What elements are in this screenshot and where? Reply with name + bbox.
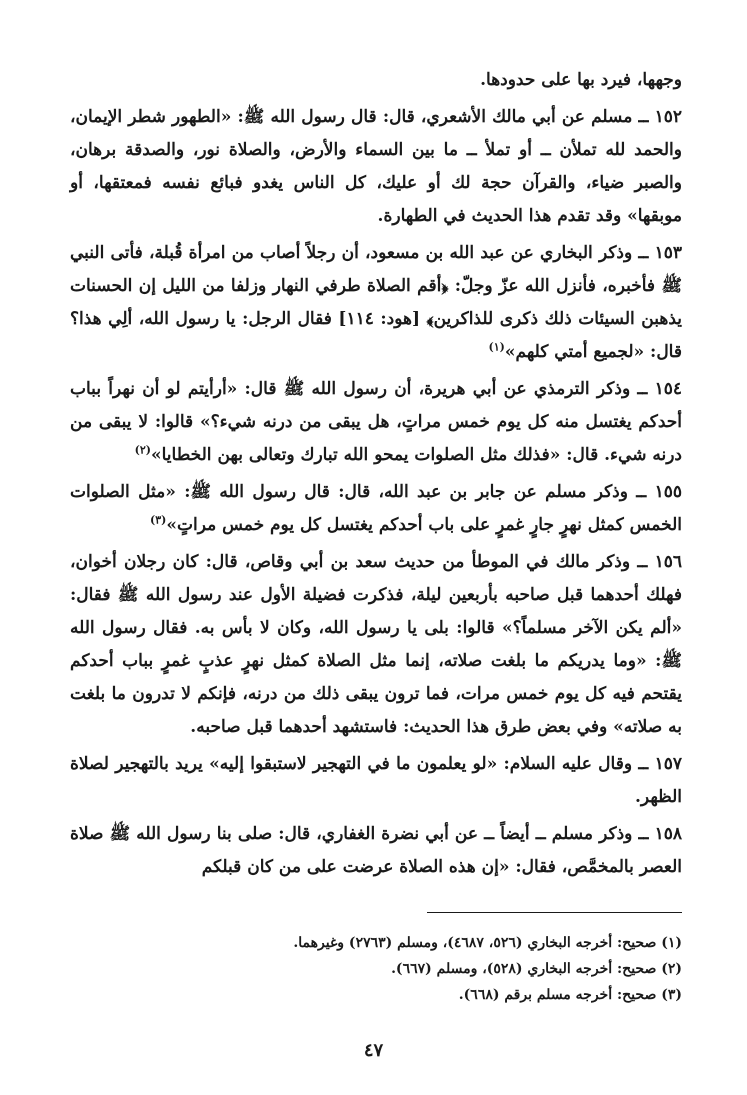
paragraph-text: ١٥٧ ــ وقال عليه السلام: «لو يعلمون ما في التهجير لاستبقوا إليه» يريد بالتهجير لصلاة الظهر.: [70, 754, 682, 807]
paragraph-hadith-152: [70, 101, 682, 233]
paragraph-hadith-154: [70, 373, 682, 472]
footnote-marker: (٢): [134, 443, 151, 457]
footnotes: [200, 930, 682, 1008]
footnote-divider: [427, 912, 682, 913]
footnote-marker: (٣): [149, 513, 167, 527]
paragraph-hadith-155: [70, 476, 682, 542]
footnote-item: (٢) صحيح: أخرجه البخاري (٥٢٨)، ومسلم (٦٦٧).: [391, 961, 682, 977]
footnote-marker: (١): [488, 340, 505, 354]
paragraph-text: ١٥٢ ــ مسلم عن أبي مالك الأشعري، قال: قال رسول الله ﷺ: «الطهور شطر الإيمان، والحمد لله تملأن ــ أو تملأ ــ ما بين السماء والأرض، والصلاة نور، والصدقة برهان، والصبر ضياء، والقرآن حجة لك أو عليك، كل الناس يغدو فبائع نفسه فمعتقها، أو موبقها» وقد تقدم هذا الحديث في الطهارة.: [70, 107, 682, 226]
paragraph-text: ١٥٨ ــ وذكر مسلم ــ أيضاً ــ عن أبي نضرة الغفاري، قال: صلى بنا رسول الله ﷺ صلاة العصر بالمخمَّص، فقال: «إن هذه الصلاة عرضت على من كان قبلكم: [70, 824, 682, 877]
paragraph-hadith-153: [70, 237, 682, 369]
main-text: [70, 64, 682, 884]
paragraph-text: وجهها، فيرد بها على حدودها.: [480, 70, 682, 90]
paragraph-hadith-157: [70, 748, 682, 814]
paragraph-text: ١٥٣ ــ وذكر البخاري عن عبد الله بن مسعود، أن رجلاً أصاب من امرأة قُبلة، فأتى النبي ﷺ فأخبره، فأنزل الله عزّ وجلّ: ﴿أقم الصلاة طرفي النهار وزلفا من الليل إن الحسنات يذهبن السيئات ذلك ذكرى للذاكرين﴾ [هود: ١١٤] فقال الرجل: يا رسول الله، ألِي هذا؟ قال: «لجميع أمتي كلهم»: [70, 243, 682, 362]
paragraph-text: ١٥٤ ــ وذكر الترمذي عن أبي هريرة، أن رسول الله ﷺ قال: «أرأيتم لو أن نهراً بباب أحدكم يغتسل منه كل يوم خمس مراتٍ، هل يبقى من درنه شيء؟» قالوا: لا يبقى من درنه شيء. قال: «فذلك مثل الصلوات يمحو الله تبارك وتعالى بهن الخطايا»: [70, 379, 682, 465]
page-number: ٤٧: [363, 1040, 384, 1061]
footnote-item: (١) صحيح: أخرجه البخاري (٥٢٦، ٤٦٨٧)، ومسلم (٢٧٦٣) وغيرهما.: [293, 935, 682, 951]
paragraph-continuation: [70, 64, 682, 97]
footnote-item: (٣) صحيح: أخرجه مسلم برقم (٦٦٨).: [458, 987, 682, 1003]
paragraph-text: ١٥٥ ــ وذكر مسلم عن جابر بن عبد الله، قال: قال رسول الله ﷺ: «مثل الصلوات الخمس كمثل نهرٍ جارٍ غمرٍ على باب أحدكم يغتسل كل يوم خمس مراتٍ»: [70, 482, 682, 535]
paragraph-hadith-158: [70, 818, 682, 884]
paragraph-hadith-156: [70, 546, 682, 744]
paragraph-text: ١٥٦ ــ وذكر مالك في الموطأ من حديث سعد بن أبي وقاص، قال: كان رجلان أخوان، فهلك أحدهما قبل صاحبه بأربعين ليلة، فذكرت فضيلة الأول عند رسول الله ﷺ فقال: «ألم يكن الآخر مسلماً؟» قالوا: بلى يا رسول الله، وكان لا بأس به. فقال رسول الله ﷺ: «وما يدريكم ما بلغت صلاته، إنما مثل الصلاة كمثل نهرٍ عذبٍ غمرٍ بباب أحدكم يقتحم فيه كل يوم خمس مرات، فما ترون يبقى ذلك من درنه، فإنكم لا تدرون ما بلغت به صلاته» وفي بعض طرق هذا الحديث: فاستشهد أحدهما قبل صاحبه.: [70, 552, 682, 737]
